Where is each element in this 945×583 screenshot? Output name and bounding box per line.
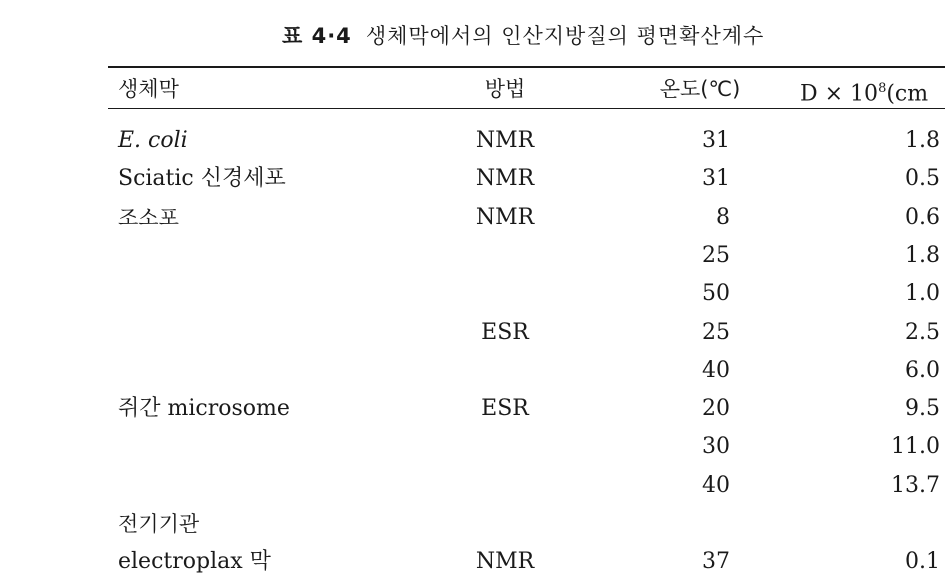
cell-value: 6.0 bbox=[905, 358, 940, 383]
header-rule bbox=[108, 108, 945, 109]
cell-method: NMR bbox=[475, 549, 535, 574]
cell-membrane: Sciatic 신경세포 bbox=[118, 166, 286, 191]
cell-temperature: 40 bbox=[702, 358, 730, 383]
cell-value: 0.5 bbox=[905, 166, 940, 191]
cell-value: 1.8 bbox=[905, 128, 940, 153]
table-title bbox=[282, 20, 764, 50]
cell-method: NMR bbox=[475, 166, 535, 191]
table-caption: 생체막에서의 인산지방질의 평면확산계수 bbox=[365, 24, 765, 48]
header-d-prefix: D × 10 bbox=[800, 81, 879, 107]
cell-temperature: 30 bbox=[702, 434, 730, 459]
header-membrane: 생체막 bbox=[118, 77, 179, 101]
header-d-exponent: 8 bbox=[878, 81, 887, 96]
cell-temperature: 20 bbox=[702, 396, 730, 421]
cell-membrane: E. coli bbox=[118, 128, 188, 153]
header-diffusion-coefficient bbox=[800, 70, 928, 113]
cell-value: 0.6 bbox=[905, 205, 940, 230]
cell-value: 13.7 bbox=[891, 473, 940, 498]
cell-temperature: 40 bbox=[702, 473, 730, 498]
cell-method: ESR bbox=[481, 396, 529, 421]
top-rule bbox=[108, 66, 945, 68]
cell-value: 1.8 bbox=[905, 243, 940, 268]
cell-temperature: 31 bbox=[702, 166, 730, 191]
cell-membrane: 쥐간 microsome bbox=[118, 396, 290, 421]
cell-membrane: 조소포 bbox=[118, 206, 179, 230]
cell-temperature: 8 bbox=[716, 205, 730, 230]
cell-membrane: electroplax 막 bbox=[118, 549, 271, 574]
cell-value: 1.0 bbox=[905, 281, 940, 306]
cell-temperature: 37 bbox=[702, 549, 730, 574]
cell-temperature: 25 bbox=[702, 320, 730, 345]
header-d-suffix: (cm bbox=[886, 81, 929, 107]
cell-temperature: 31 bbox=[702, 128, 730, 153]
cell-temperature: 50 bbox=[702, 281, 730, 306]
cell-value: 9.5 bbox=[905, 396, 940, 421]
header-method: 방법 bbox=[484, 77, 526, 101]
cell-temperature: 25 bbox=[702, 243, 730, 268]
cell-method: ESR bbox=[481, 320, 529, 345]
cell-method: NMR bbox=[475, 128, 535, 153]
cell-value: 2.5 bbox=[905, 320, 940, 345]
cell-value: 0.1 bbox=[905, 549, 940, 574]
header-temperature: 온도(℃) bbox=[659, 77, 741, 101]
table-number: 표 4·4 bbox=[282, 24, 352, 48]
cell-method: NMR bbox=[475, 205, 535, 230]
cell-membrane: 전기기관 bbox=[118, 512, 200, 536]
cell-value: 11.0 bbox=[891, 434, 940, 459]
